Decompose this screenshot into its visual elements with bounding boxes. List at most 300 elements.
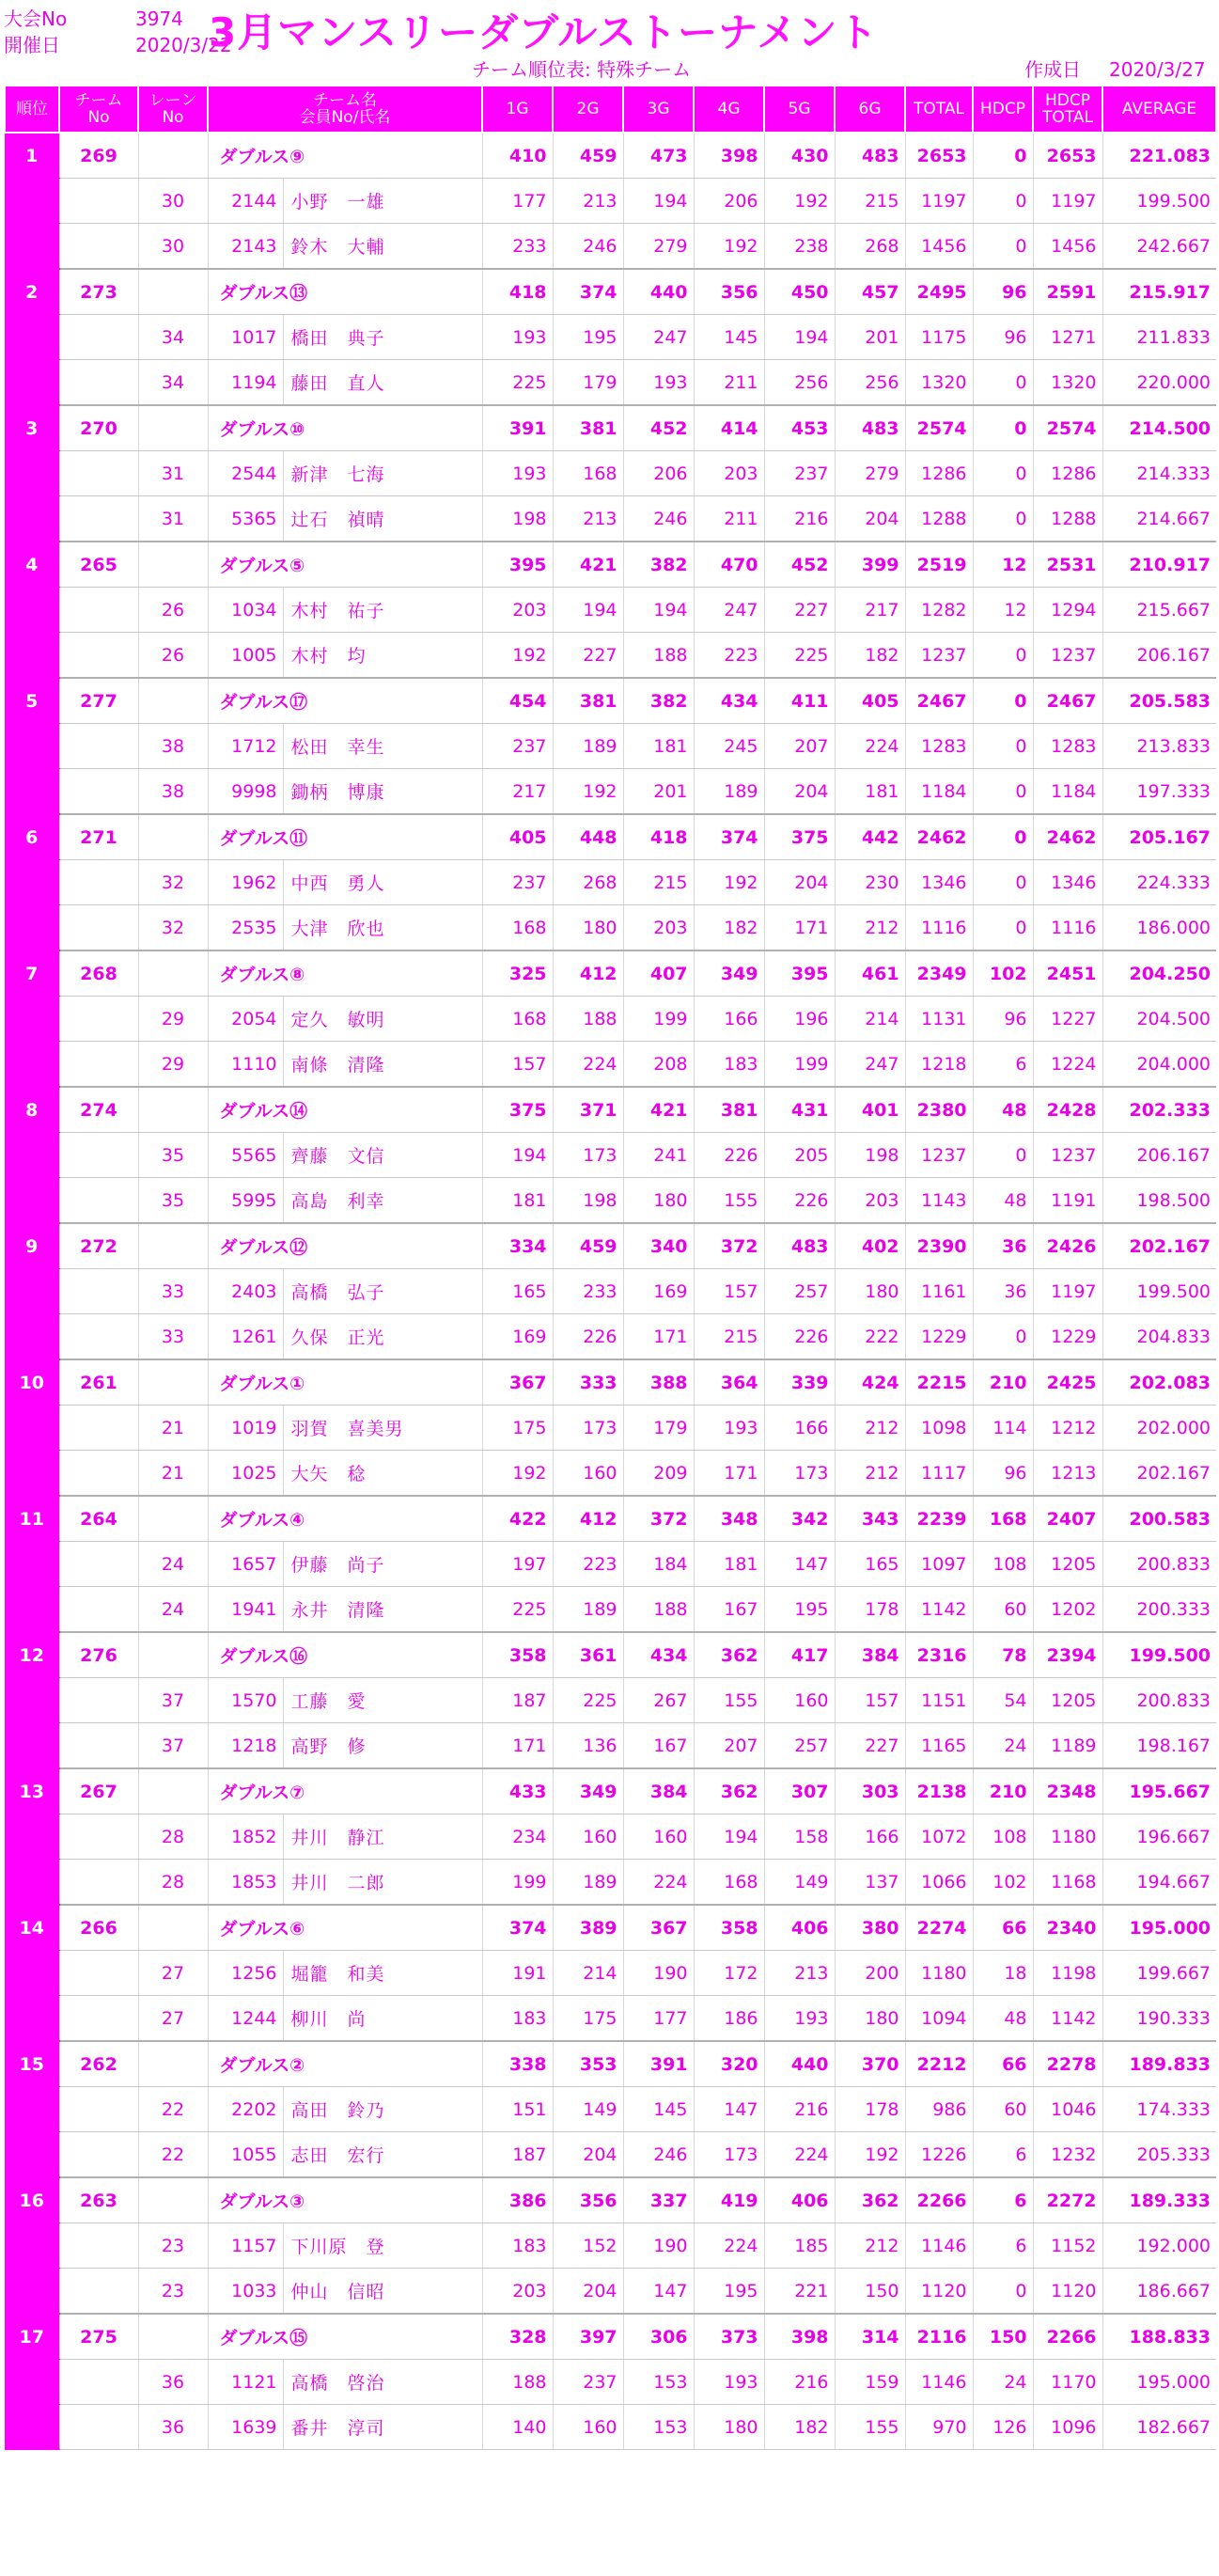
game-score-cell: 434 (623, 1632, 694, 1678)
game-score-cell: 205 (764, 1133, 835, 1178)
team-row (5, 1496, 1216, 1542)
hdcp-cell: 36 (973, 1269, 1033, 1314)
col-total: TOTAL (905, 86, 973, 133)
rank-cell (5, 1996, 59, 2042)
game-score-cell: 197 (482, 1542, 553, 1587)
lane-cell: 28 (138, 1860, 208, 1906)
game-score-cell: 204 (764, 769, 835, 815)
hdcp-cell: 48 (973, 1087, 1033, 1133)
total-cell: 1165 (905, 1723, 973, 1769)
total-cell: 1180 (905, 1951, 973, 1996)
team-no-cell (59, 1860, 138, 1906)
team-no-cell (59, 1723, 138, 1769)
game-score-cell: 257 (764, 1723, 835, 1769)
game-score-cell: 452 (623, 405, 694, 451)
game-score-cell: 433 (482, 1768, 553, 1814)
team-no-cell (59, 1814, 138, 1860)
average-cell: 221.083 (1102, 133, 1216, 179)
game-score-cell: 195 (764, 1587, 835, 1633)
member-name-cell: 高島 利幸 (283, 1178, 482, 1224)
game-score-cell: 190 (623, 1951, 694, 1996)
lane-cell (138, 1905, 208, 1951)
hdcp-cell: 168 (973, 1496, 1033, 1542)
game-score-cell: 414 (694, 405, 764, 451)
game-score-cell: 372 (623, 1496, 694, 1542)
hdcp-cell: 0 (973, 360, 1033, 406)
average-cell: 189.833 (1102, 2041, 1216, 2087)
hdcp-total-cell: 1283 (1033, 724, 1102, 769)
lane-cell (138, 814, 208, 860)
member-row (5, 1542, 1216, 1587)
game-score-cell: 155 (694, 1678, 764, 1723)
member-no-cell: 1853 (208, 1860, 283, 1906)
member-name-cell: 堀籠 和美 (283, 1951, 482, 1996)
member-row (5, 1178, 1216, 1224)
game-score-cell: 181 (835, 769, 905, 815)
average-cell: 202.167 (1102, 1223, 1216, 1269)
average-cell: 204.000 (1102, 1042, 1216, 1088)
hdcp-cell: 0 (973, 905, 1033, 951)
game-score-cell: 179 (553, 360, 623, 406)
game-score-cell: 171 (764, 905, 835, 951)
team-no-cell: 261 (59, 1359, 138, 1406)
game-score-cell: 193 (764, 1996, 835, 2042)
hdcp-cell: 48 (973, 1178, 1033, 1224)
game-score-cell: 221 (764, 2269, 835, 2315)
average-cell: 200.583 (1102, 1496, 1216, 1542)
game-score-cell: 160 (623, 1814, 694, 1860)
hdcp-total-cell: 2531 (1033, 542, 1102, 588)
lane-cell: 33 (138, 1314, 208, 1360)
member-row (5, 2269, 1216, 2315)
game-score-cell: 356 (553, 2177, 623, 2223)
total-cell: 1131 (905, 997, 973, 1042)
average-cell: 205.167 (1102, 814, 1216, 860)
team-name-cell: ダブルス⑬ (208, 269, 482, 315)
team-name-cell: ダブルス③ (208, 2177, 482, 2223)
game-score-cell: 348 (694, 1496, 764, 1542)
hdcp-cell: 0 (973, 2269, 1033, 2315)
col-lane-no: レーン No (138, 86, 208, 133)
rank-cell (5, 633, 59, 679)
game-score-cell: 151 (482, 2087, 553, 2132)
average-cell: 200.833 (1102, 1542, 1216, 1587)
total-cell: 2266 (905, 2177, 973, 2223)
member-no-cell: 1034 (208, 588, 283, 633)
game-score-cell: 421 (553, 542, 623, 588)
game-score-cell: 192 (694, 224, 764, 270)
game-score-cell: 183 (482, 1996, 553, 2042)
team-no-cell: 274 (59, 1087, 138, 1133)
game-score-cell: 303 (835, 1768, 905, 1814)
hdcp-cell: 126 (973, 2405, 1033, 2450)
hdcp-total-cell: 1227 (1033, 997, 1102, 1042)
rank-cell: 11 (5, 1496, 59, 1542)
member-name-cell: 木村 均 (283, 633, 482, 679)
lane-cell: 22 (138, 2132, 208, 2178)
total-cell: 1237 (905, 633, 973, 679)
game-score-cell: 180 (694, 2405, 764, 2450)
game-score-cell: 268 (835, 224, 905, 270)
total-cell: 1146 (905, 2360, 973, 2405)
game-score-cell: 215 (835, 179, 905, 224)
game-score-cell: 406 (764, 2177, 835, 2223)
total-cell: 1229 (905, 1314, 973, 1360)
member-name-cell: 下川原 登 (283, 2223, 482, 2269)
game-score-cell: 147 (764, 1542, 835, 1587)
team-row (5, 133, 1216, 179)
member-row (5, 451, 1216, 496)
rank-cell (5, 315, 59, 360)
lane-cell (138, 2177, 208, 2223)
game-score-cell: 362 (694, 1632, 764, 1678)
hdcp-total-cell: 1237 (1033, 633, 1102, 679)
game-score-cell: 204 (764, 860, 835, 905)
game-score-cell: 212 (835, 1451, 905, 1497)
game-score-cell: 175 (482, 1406, 553, 1451)
hdcp-cell: 66 (973, 1905, 1033, 1951)
team-row (5, 405, 1216, 451)
hdcp-total-cell: 2394 (1033, 1632, 1102, 1678)
member-name-cell: 南條 清隆 (283, 1042, 482, 1088)
game-score-cell: 211 (694, 360, 764, 406)
rank-cell (5, 997, 59, 1042)
total-cell: 2116 (905, 2314, 973, 2360)
lane-cell: 31 (138, 451, 208, 496)
hdcp-cell: 12 (973, 588, 1033, 633)
game-score-cell: 195 (553, 315, 623, 360)
member-row (5, 2405, 1216, 2450)
team-row (5, 269, 1216, 315)
rank-cell (5, 1814, 59, 1860)
game-score-cell: 361 (553, 1632, 623, 1678)
hdcp-cell: 6 (973, 2177, 1033, 2223)
game-score-cell: 238 (764, 224, 835, 270)
game-score-cell: 226 (553, 1314, 623, 1360)
hdcp-total-cell: 1346 (1033, 860, 1102, 905)
hdcp-cell: 108 (973, 1814, 1033, 1860)
game-score-cell: 188 (553, 997, 623, 1042)
hdcp-total-cell: 2467 (1033, 678, 1102, 724)
member-name-cell: 高橋 弘子 (283, 1269, 482, 1314)
game-score-cell: 183 (694, 1042, 764, 1088)
game-score-cell: 193 (694, 1406, 764, 1451)
game-score-cell: 207 (764, 724, 835, 769)
rank-cell: 8 (5, 1087, 59, 1133)
team-no-cell (59, 2087, 138, 2132)
table-body (5, 133, 1216, 2450)
game-score-cell: 279 (835, 451, 905, 496)
member-row (5, 1451, 1216, 1497)
game-score-cell: 194 (623, 179, 694, 224)
lane-cell: 29 (138, 1042, 208, 1088)
hdcp-cell: 18 (973, 1951, 1033, 1996)
game-score-cell: 200 (835, 1951, 905, 1996)
lane-cell (138, 1632, 208, 1678)
member-no-cell: 5995 (208, 1178, 283, 1224)
game-score-cell: 199 (764, 1042, 835, 1088)
game-score-cell: 184 (623, 1542, 694, 1587)
member-no-cell: 1110 (208, 1042, 283, 1088)
game-score-cell: 382 (623, 542, 694, 588)
game-score-cell: 279 (623, 224, 694, 270)
total-cell: 1097 (905, 1542, 973, 1587)
game-score-cell: 388 (623, 1359, 694, 1406)
total-cell: 2274 (905, 1905, 973, 1951)
game-score-cell: 216 (764, 496, 835, 542)
game-score-cell: 358 (694, 1905, 764, 1951)
member-name-cell: 高野 修 (283, 1723, 482, 1769)
game-score-cell: 180 (623, 1178, 694, 1224)
game-score-cell: 406 (764, 1905, 835, 1951)
team-no-cell: 265 (59, 542, 138, 588)
average-cell: 214.667 (1102, 496, 1216, 542)
game-score-cell: 180 (835, 1996, 905, 2042)
game-score-cell: 147 (694, 2087, 764, 2132)
member-name-cell: 辻石 禎晴 (283, 496, 482, 542)
hdcp-total-cell: 2653 (1033, 133, 1102, 179)
game-score-cell: 256 (835, 360, 905, 406)
game-score-cell: 192 (482, 633, 553, 679)
hdcp-total-cell: 1198 (1033, 1951, 1102, 1996)
rank-cell (5, 2132, 59, 2178)
game-score-cell: 353 (553, 2041, 623, 2087)
hdcp-cell: 150 (973, 2314, 1033, 2360)
lane-cell (138, 1768, 208, 1814)
lane-cell: 26 (138, 633, 208, 679)
member-name-cell: 伊藤 尚子 (283, 1542, 482, 1587)
average-cell: 196.667 (1102, 1814, 1216, 1860)
hdcp-cell: 6 (973, 2223, 1033, 2269)
game-score-cell: 167 (623, 1723, 694, 1769)
team-no-cell (59, 224, 138, 270)
game-score-cell: 208 (623, 1042, 694, 1088)
rank-cell: 2 (5, 269, 59, 315)
lane-cell: 21 (138, 1451, 208, 1497)
hdcp-cell: 210 (973, 1768, 1033, 1814)
game-score-cell: 185 (764, 2223, 835, 2269)
game-score-cell: 374 (482, 1905, 553, 1951)
game-score-cell: 459 (553, 1223, 623, 1269)
total-cell: 1066 (905, 1860, 973, 1906)
game-score-cell: 158 (764, 1814, 835, 1860)
hdcp-cell: 60 (973, 1587, 1033, 1633)
total-cell: 2215 (905, 1359, 973, 1406)
team-name-cell: ダブルス⑨ (208, 133, 482, 179)
team-row (5, 2177, 1216, 2223)
total-cell: 2380 (905, 1087, 973, 1133)
lane-cell: 27 (138, 1951, 208, 1996)
member-no-cell: 1244 (208, 1996, 283, 2042)
lane-cell (138, 1087, 208, 1133)
game-score-cell: 157 (694, 1269, 764, 1314)
game-score-cell: 194 (623, 588, 694, 633)
member-name-cell: 大津 欣也 (283, 905, 482, 951)
game-score-cell: 181 (694, 1542, 764, 1587)
hdcp-cell: 12 (973, 542, 1033, 588)
member-no-cell: 1261 (208, 1314, 283, 1360)
hdcp-cell: 210 (973, 1359, 1033, 1406)
game-score-cell: 450 (764, 269, 835, 315)
game-score-cell: 215 (694, 1314, 764, 1360)
lane-cell: 38 (138, 769, 208, 815)
team-no-cell: 277 (59, 678, 138, 724)
col-team-no: チーム No (59, 86, 138, 133)
game-score-cell: 203 (623, 905, 694, 951)
team-no-cell (59, 997, 138, 1042)
game-score-cell: 168 (482, 905, 553, 951)
rank-cell (5, 224, 59, 270)
game-score-cell: 190 (623, 2223, 694, 2269)
game-score-cell: 183 (482, 2223, 553, 2269)
game-score-cell: 192 (764, 179, 835, 224)
team-row (5, 2041, 1216, 2087)
team-no-cell (59, 1178, 138, 1224)
game-score-cell: 224 (623, 1860, 694, 1906)
total-cell: 1175 (905, 315, 973, 360)
hdcp-cell: 0 (973, 224, 1033, 270)
game-score-cell: 230 (835, 860, 905, 905)
game-score-cell: 431 (764, 1087, 835, 1133)
member-row (5, 1587, 1216, 1633)
game-score-cell: 343 (835, 1496, 905, 1542)
hdcp-total-cell: 1320 (1033, 360, 1102, 406)
hdcp-total-cell: 2272 (1033, 2177, 1102, 2223)
game-score-cell: 207 (694, 1723, 764, 1769)
team-name-cell: ダブルス⑧ (208, 950, 482, 997)
rank-cell (5, 451, 59, 496)
member-name-cell: 高橋 啓治 (283, 2360, 482, 2405)
game-score-cell: 203 (482, 588, 553, 633)
game-score-cell: 417 (764, 1632, 835, 1678)
hdcp-total-cell: 1197 (1033, 179, 1102, 224)
game-score-cell: 171 (623, 1314, 694, 1360)
member-row (5, 496, 1216, 542)
hdcp-total-cell: 1224 (1033, 1042, 1102, 1088)
average-cell: 213.833 (1102, 724, 1216, 769)
total-cell: 1456 (905, 224, 973, 270)
lane-cell (138, 133, 208, 179)
game-score-cell: 362 (835, 2177, 905, 2223)
average-cell: 220.000 (1102, 360, 1216, 406)
game-score-cell: 168 (694, 1860, 764, 1906)
average-cell: 189.333 (1102, 2177, 1216, 2223)
game-score-cell: 268 (553, 860, 623, 905)
game-score-cell: 320 (694, 2041, 764, 2087)
game-score-cell: 401 (835, 1087, 905, 1133)
game-score-cell: 224 (764, 2132, 835, 2178)
rank-cell (5, 1860, 59, 1906)
game-score-cell: 226 (764, 1178, 835, 1224)
game-score-cell: 234 (482, 1814, 553, 1860)
hdcp-total-cell: 1271 (1033, 315, 1102, 360)
average-cell: 195.667 (1102, 1768, 1216, 1814)
average-cell: 214.500 (1102, 405, 1216, 451)
game-score-cell: 178 (835, 2087, 905, 2132)
game-score-cell: 194 (553, 588, 623, 633)
hdcp-total-cell: 1168 (1033, 1860, 1102, 1906)
team-no-cell: 276 (59, 1632, 138, 1678)
game-score-cell: 188 (623, 1587, 694, 1633)
member-row (5, 1951, 1216, 1996)
member-name-cell: 中西 勇人 (283, 860, 482, 905)
total-cell: 2212 (905, 2041, 973, 2087)
game-score-cell: 166 (694, 997, 764, 1042)
game-score-cell: 470 (694, 542, 764, 588)
game-score-cell: 461 (835, 950, 905, 997)
lane-cell: 32 (138, 905, 208, 951)
lane-cell (138, 678, 208, 724)
total-cell: 1098 (905, 1406, 973, 1451)
total-cell: 1288 (905, 496, 973, 542)
lane-cell (138, 1359, 208, 1406)
average-cell: 199.500 (1102, 179, 1216, 224)
lane-cell: 23 (138, 2223, 208, 2269)
team-no-cell (59, 1951, 138, 1996)
hdcp-cell: 108 (973, 1542, 1033, 1587)
game-score-cell: 189 (553, 724, 623, 769)
hdcp-cell: 0 (973, 405, 1033, 451)
hdcp-total-cell: 2451 (1033, 950, 1102, 997)
lane-cell (138, 1496, 208, 1542)
hdcp-cell: 0 (973, 860, 1033, 905)
average-cell: 197.333 (1102, 769, 1216, 815)
team-row (5, 678, 1216, 724)
lane-cell: 26 (138, 588, 208, 633)
lane-cell: 28 (138, 1814, 208, 1860)
average-cell: 190.333 (1102, 1996, 1216, 2042)
game-score-cell: 381 (553, 678, 623, 724)
member-row (5, 1042, 1216, 1088)
game-score-cell: 410 (482, 133, 553, 179)
total-cell: 1143 (905, 1178, 973, 1224)
total-cell: 970 (905, 2405, 973, 2450)
team-row (5, 1223, 1216, 1269)
game-score-cell: 247 (623, 315, 694, 360)
average-cell: 182.667 (1102, 2405, 1216, 2450)
hdcp-cell: 0 (973, 769, 1033, 815)
game-score-cell: 167 (694, 1587, 764, 1633)
game-score-cell: 226 (764, 1314, 835, 1360)
game-score-cell: 177 (623, 1996, 694, 2042)
game-score-cell: 160 (553, 1451, 623, 1497)
lane-cell (138, 2314, 208, 2360)
hdcp-total-cell: 1232 (1033, 2132, 1102, 2178)
total-cell: 2239 (905, 1496, 973, 1542)
lane-cell: 34 (138, 315, 208, 360)
lane-cell (138, 1223, 208, 1269)
total-cell: 2462 (905, 814, 973, 860)
game-score-cell: 213 (553, 496, 623, 542)
rank-cell (5, 1406, 59, 1451)
lane-cell: 35 (138, 1133, 208, 1178)
rank-cell: 16 (5, 2177, 59, 2223)
member-name-cell: 大矢 稔 (283, 1451, 482, 1497)
hdcp-cell: 96 (973, 1451, 1033, 1497)
game-score-cell: 153 (623, 2405, 694, 2450)
game-score-cell: 367 (482, 1359, 553, 1406)
game-score-cell: 189 (553, 1587, 623, 1633)
hdcp-total-cell: 1197 (1033, 1269, 1102, 1314)
member-row (5, 1814, 1216, 1860)
rank-cell (5, 179, 59, 224)
game-score-cell: 166 (764, 1406, 835, 1451)
game-score-cell: 180 (553, 905, 623, 951)
game-score-cell: 198 (553, 1178, 623, 1224)
game-score-cell: 222 (835, 1314, 905, 1360)
game-score-cell: 395 (764, 950, 835, 997)
average-cell: 199.500 (1102, 1632, 1216, 1678)
